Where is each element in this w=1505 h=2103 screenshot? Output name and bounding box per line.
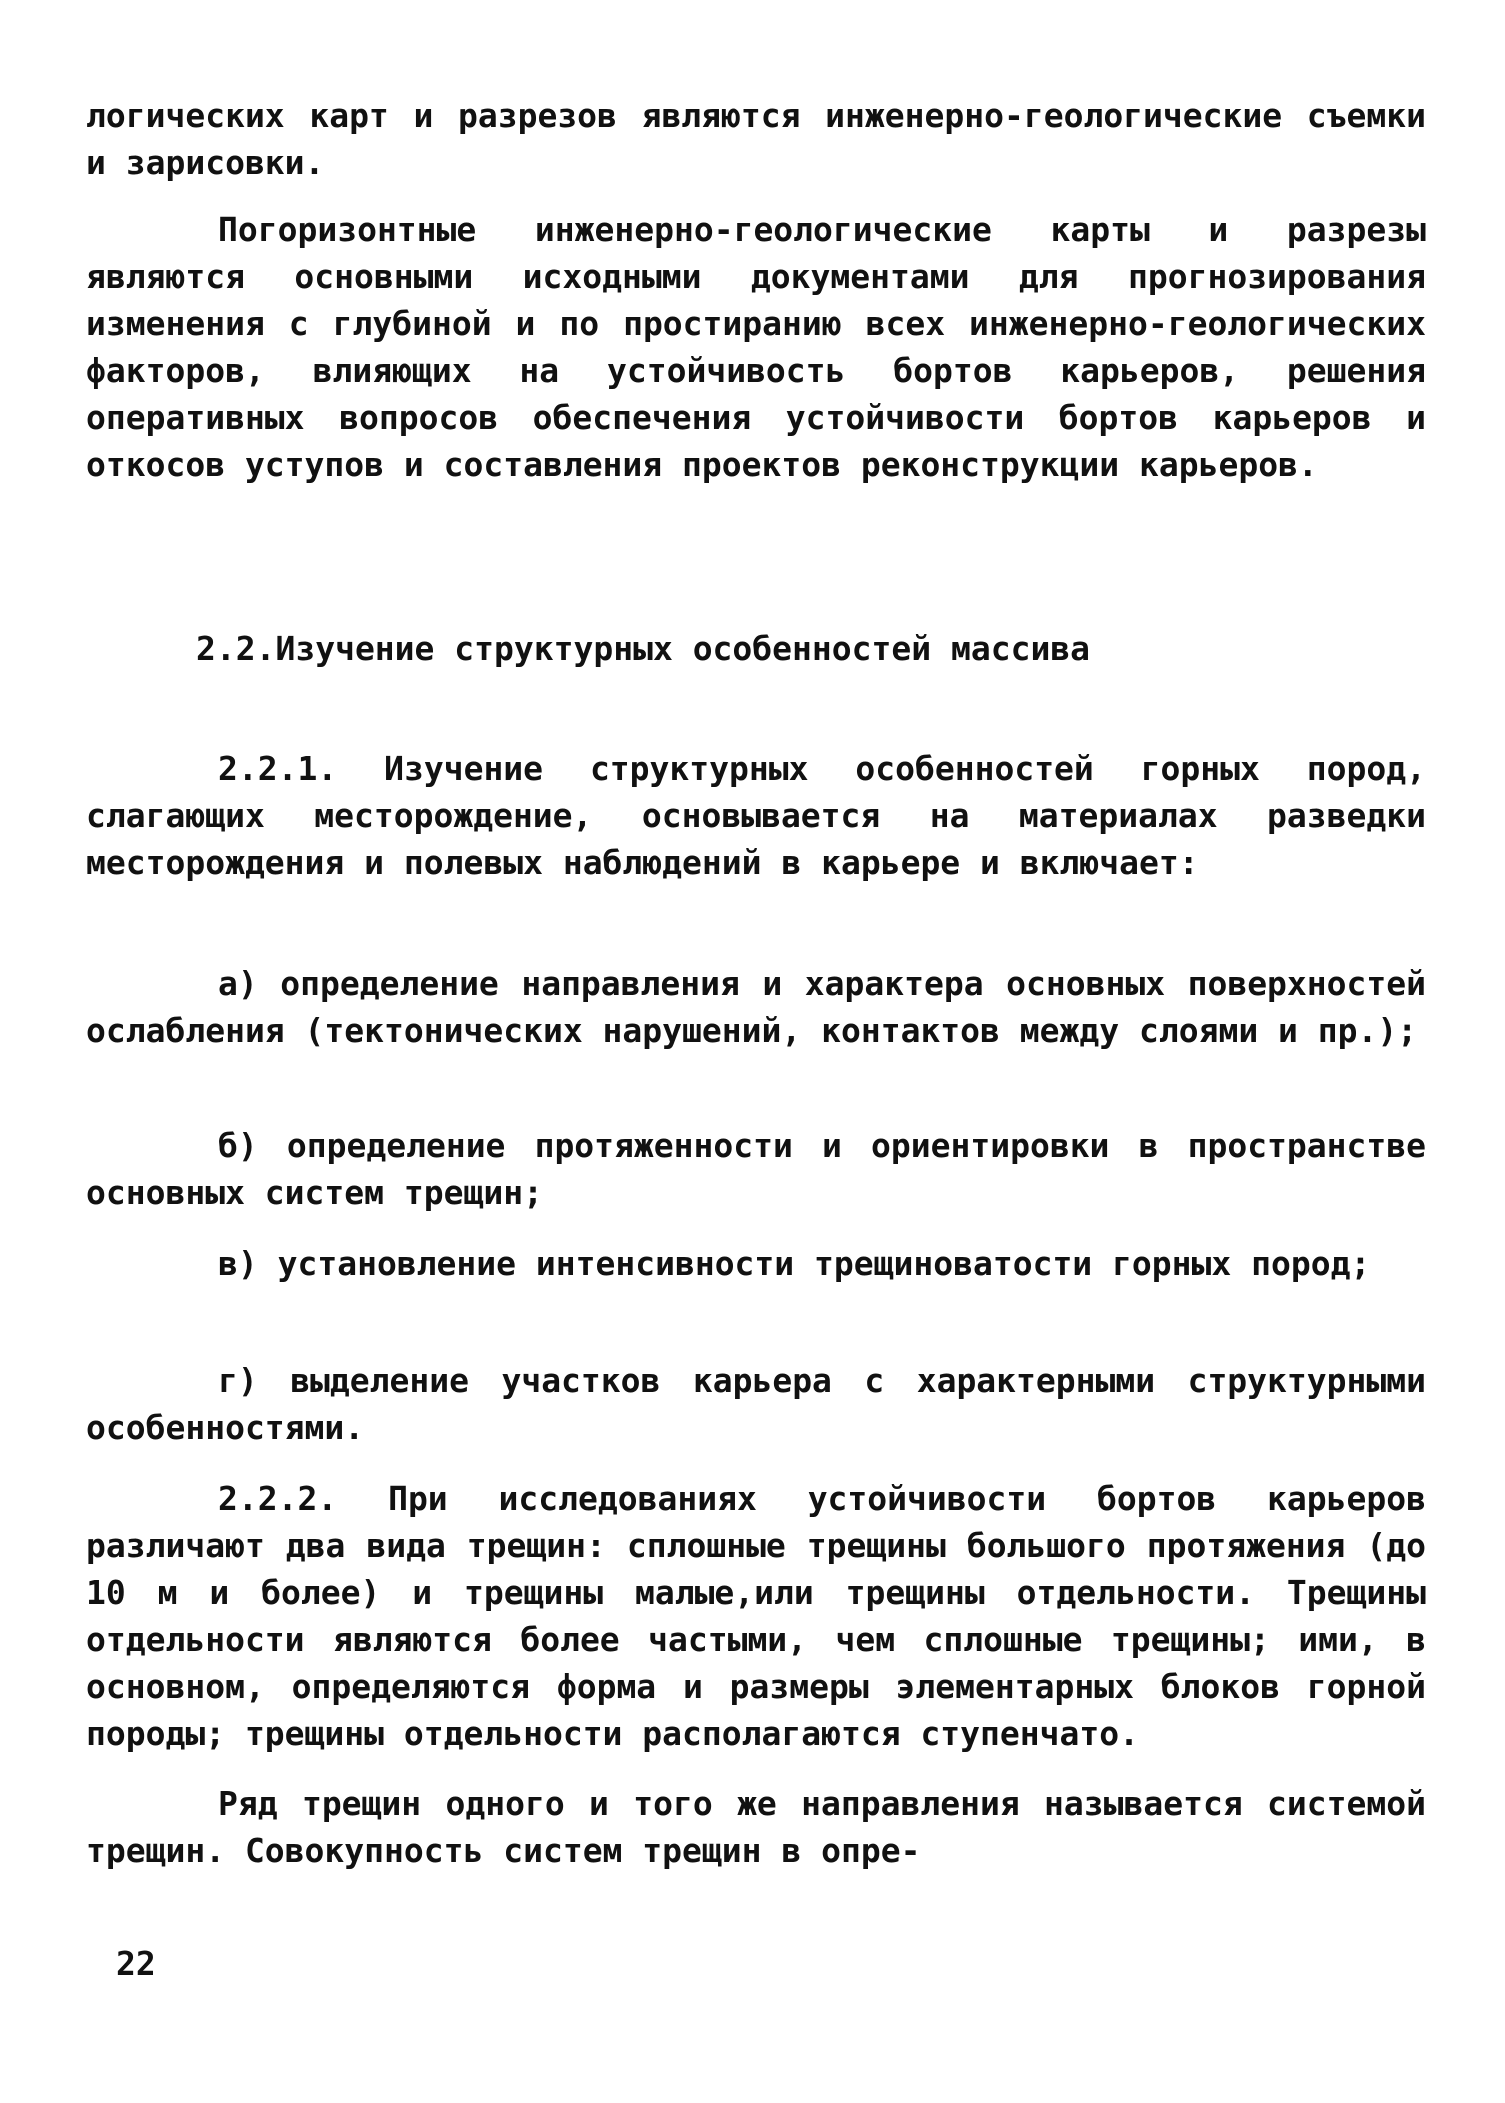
paragraph-continuation: логических карт и разрезов являются инженерно-геологические съемки и зарисовки. xyxy=(86,96,1446,182)
paragraph-horizon-maps: Погоризонтные инженерно-геологические карты и разрезы являются основными исходными документами для прогнозирования изменения с глубиной и по простиранию всех инженерно-геологических факторов, влияющих на устойчивость бортов карьеров, решения оперативных вопросов обеспечения устойчивости бортов карьеров и откосов уступов и составления проектов реконструкции карьеров. xyxy=(86,210,1446,484)
paragraph-crack-systems: Ряд трещин одного и того же направления называется системой трещин. Совокупность систем трещин в опре- xyxy=(86,1784,1446,1870)
list-item-b: б) определение протяженности и ориентировки в пространстве основных систем трещин; xyxy=(86,1126,1446,1212)
page-number: 22 xyxy=(116,1944,156,1983)
list-item-a: а) определение направления и характера основных поверхностей ослабления (тектонических нарушений, контактов между слоями и пр.); xyxy=(86,964,1446,1050)
list-item-g: г) выделение участков карьера с характерными структурными особенностями. xyxy=(86,1361,1446,1447)
list-item-v: в) установление интенсивности трещиноватости горных пород; xyxy=(218,1244,1371,1283)
paragraph-2-2-2: 2.2.2. При исследованиях устойчивости бортов карьеров различают два вида трещин: сплошные трещины большого протяжения (до 10 м и более) и трещины малые,или трещины отдельности. Трещины отдельности являются более частыми, чем сплошные трещины; ими, в основном, определяются форма и размеры элементарных блоков горной породы; трещины отдельности располагаются ступенчато. xyxy=(86,1479,1446,1753)
section-heading: 2.2.Изучение структурных особенностей массива xyxy=(196,629,1091,668)
paragraph-2-2-1: 2.2.1. Изучение структурных особенностей горных пород, слагающих месторождение, основывается на материалах разведки месторождения и полевых наблюдений в карьере и включает: xyxy=(86,749,1446,882)
